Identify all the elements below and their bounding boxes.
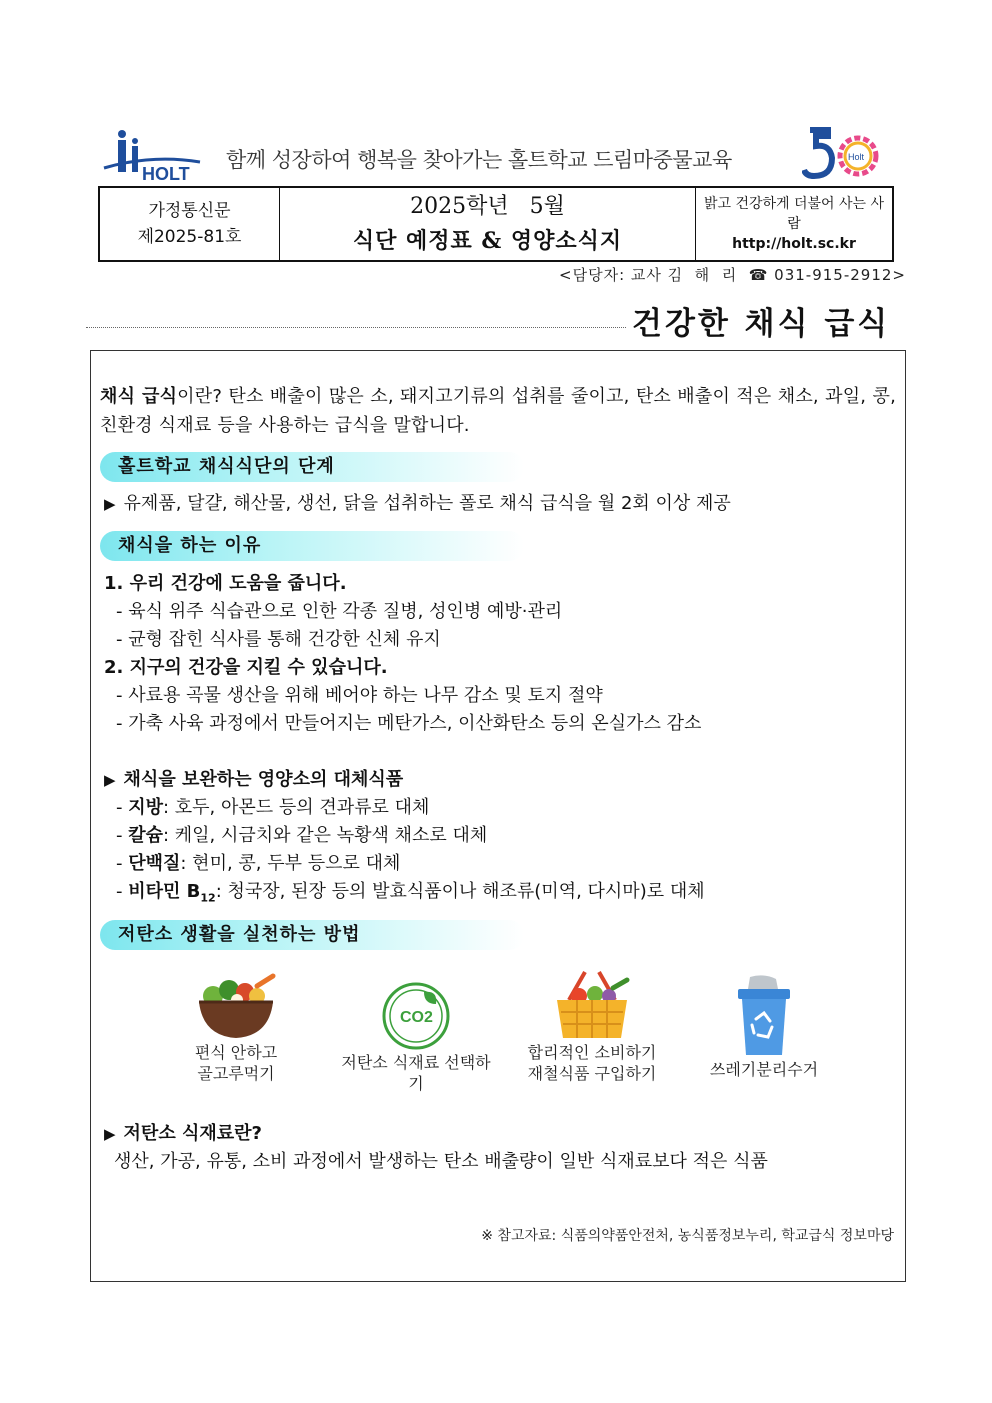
title-dotted-line (86, 327, 626, 328)
tip-smart-shopping (512, 968, 672, 1084)
triangle-bullet-icon: ▶ (104, 495, 116, 513)
substitute-item: - 지방: 호두, 아몬드 등의 견과류로 대체 (116, 797, 430, 818)
nutrient-substitute: : 현미, 콩, 두부 등으로 대체 (180, 853, 401, 874)
low-carbon-food-definition: 생산, 가공, 유통, 소비 과정에서 발생하는 탄소 배출량이 일반 식재료보다 적은 식품 (114, 1151, 768, 1172)
school-motto: 밝고 건강하게 더불어 사는 사람 (703, 196, 885, 232)
salad-bowl-icon (191, 972, 281, 1042)
logo-text: HOLT (142, 164, 190, 184)
intro-term: 채식 급식 (100, 386, 178, 407)
substitute-item: - 단백질: 현미, 콩, 두부 등으로 대체 (116, 853, 401, 874)
holt-logo-icon (102, 128, 202, 184)
newsletter-info-cell (100, 188, 280, 260)
reason-2-item: - 사료용 곡물 생산을 위해 베어야 하는 나무 감소 및 토지 절약 (116, 685, 603, 706)
nutrient-substitute: : 호두, 아몬드 등의 견과류로 대체 (163, 797, 430, 818)
low-carbon-food-title: 저탄소 식재료란? (123, 1123, 262, 1144)
vegan-stage-text: 유제품, 달걀, 해산물, 생선, 닭을 섭취하는 폴로 채식 급식을 월 2회 이상 제공 (123, 493, 731, 514)
nutrient-name: 칼슘 (128, 825, 163, 846)
vegan-stage-item (104, 490, 731, 518)
co2-text: CO2 (400, 1009, 433, 1026)
recycle-bin-icon (732, 975, 796, 1059)
page-title: 건강한 채식 급식 (632, 306, 891, 342)
school-info-cell (696, 188, 892, 260)
tip-caption: 편식 안하고 (194, 1043, 278, 1062)
tip-caption: 재철식품 구입하기 (527, 1064, 657, 1083)
doc-title: 식단 예정표 & 영양소식지 (352, 228, 623, 254)
nutrient-name: 비타민 B (128, 881, 201, 902)
substitute-item: - 칼슘: 케일, 시금치와 같은 녹황색 채소로 대체 (116, 825, 488, 846)
anniversary-50-logo-icon (802, 124, 884, 180)
reason-2-title: 2. 지구의 건강을 지킬 수 있습니다. (104, 657, 388, 678)
school-url-link[interactable]: http://holt.sc.kr (732, 236, 856, 252)
intro-text: 이란? 탄소 배출이 많은 소, 돼지고기류의 섭취를 줄이고, 탄소 배출이 적은 채소, 과일, 콩, 친환경 식재료 등을 사용하는 급식을 말합니다. (100, 386, 896, 436)
reason-2-item: - 가축 사육 과정에서 만들어지는 메탄가스, 이산화탄소 등의 온실가스 감소 (116, 713, 702, 734)
title-cell (280, 188, 696, 260)
low-carbon-food-heading (104, 1120, 262, 1148)
reason-1-item: - 균형 잡힌 식사를 통해 건강한 신체 유지 (116, 629, 441, 650)
shopping-basket-icon (547, 968, 637, 1042)
tip-caption: 저탄소 식재료 선택하기 (341, 1053, 491, 1093)
logo50-text: Holt (848, 152, 865, 162)
tip-recycling (684, 975, 844, 1080)
reason-1-item: - 육식 위주 식습관으로 인한 각종 질병, 성인병 예방·관리 (116, 601, 563, 622)
tip-low-carbon-food (336, 980, 496, 1094)
year-month: 2025학년 5월 (410, 194, 565, 219)
newsletter-label: 가정통신문 (148, 201, 231, 221)
substitute-foods-title: 채식을 보완하는 영양소의 대체식품 (123, 769, 404, 790)
tip-balanced-eating (156, 972, 316, 1084)
nutrient-substitute: : 청국장, 된장 등의 발효식품이나 해조류(미역, 다시마)로 대체 (215, 881, 705, 902)
intro-paragraph (100, 382, 896, 440)
section-heading-reasons: 채식을 하는 이유 (100, 531, 524, 561)
tip-caption: 쓰레기분리수거 (709, 1060, 819, 1079)
substitute-item: - 비타민 $B_{12}$: 청국장, 된장 등의 발효식품이나 해조류(미역, 다시마)로 대체 (116, 881, 705, 905)
issue-number: 제2025-81호 (137, 227, 242, 247)
nutrient-substitute: : 케일, 시금치와 같은 녹황색 채소로 대체 (163, 825, 488, 846)
section-heading-vegan-stages: 홀트학교 채식식단의 단계 (100, 452, 524, 482)
substitute-foods-heading (104, 766, 403, 794)
vitamin-subscript: 12 (200, 891, 216, 905)
co2-label-icon (380, 980, 452, 1052)
contact-info: <담당자: 교사 김 해 리 ☎ 031-915-2912> (559, 266, 906, 284)
triangle-bullet-icon: ▶ (104, 1125, 116, 1143)
school-slogan: 함께 성장하여 행복을 찾아가는 홀트학교 드림마중물교육 (226, 148, 732, 172)
tip-caption: 골고루먹기 (197, 1064, 275, 1083)
nutrient-name: 지방 (128, 797, 163, 818)
triangle-bullet-icon: ▶ (104, 771, 116, 789)
section-heading-low-carbon: 저탄소 생활을 실천하는 방법 (100, 920, 524, 950)
tip-caption: 합리적인 소비하기 (527, 1043, 657, 1062)
reason-1-title: 1. 우리 건강에 도움을 줍니다. (104, 573, 347, 594)
header-table (98, 186, 894, 262)
reference-note: ※ 참고자료: 식품의약품안전처, 농식품정보누리, 학교급식 정보마당 (481, 1228, 894, 1244)
nutrient-name: 단백질 (128, 853, 181, 874)
